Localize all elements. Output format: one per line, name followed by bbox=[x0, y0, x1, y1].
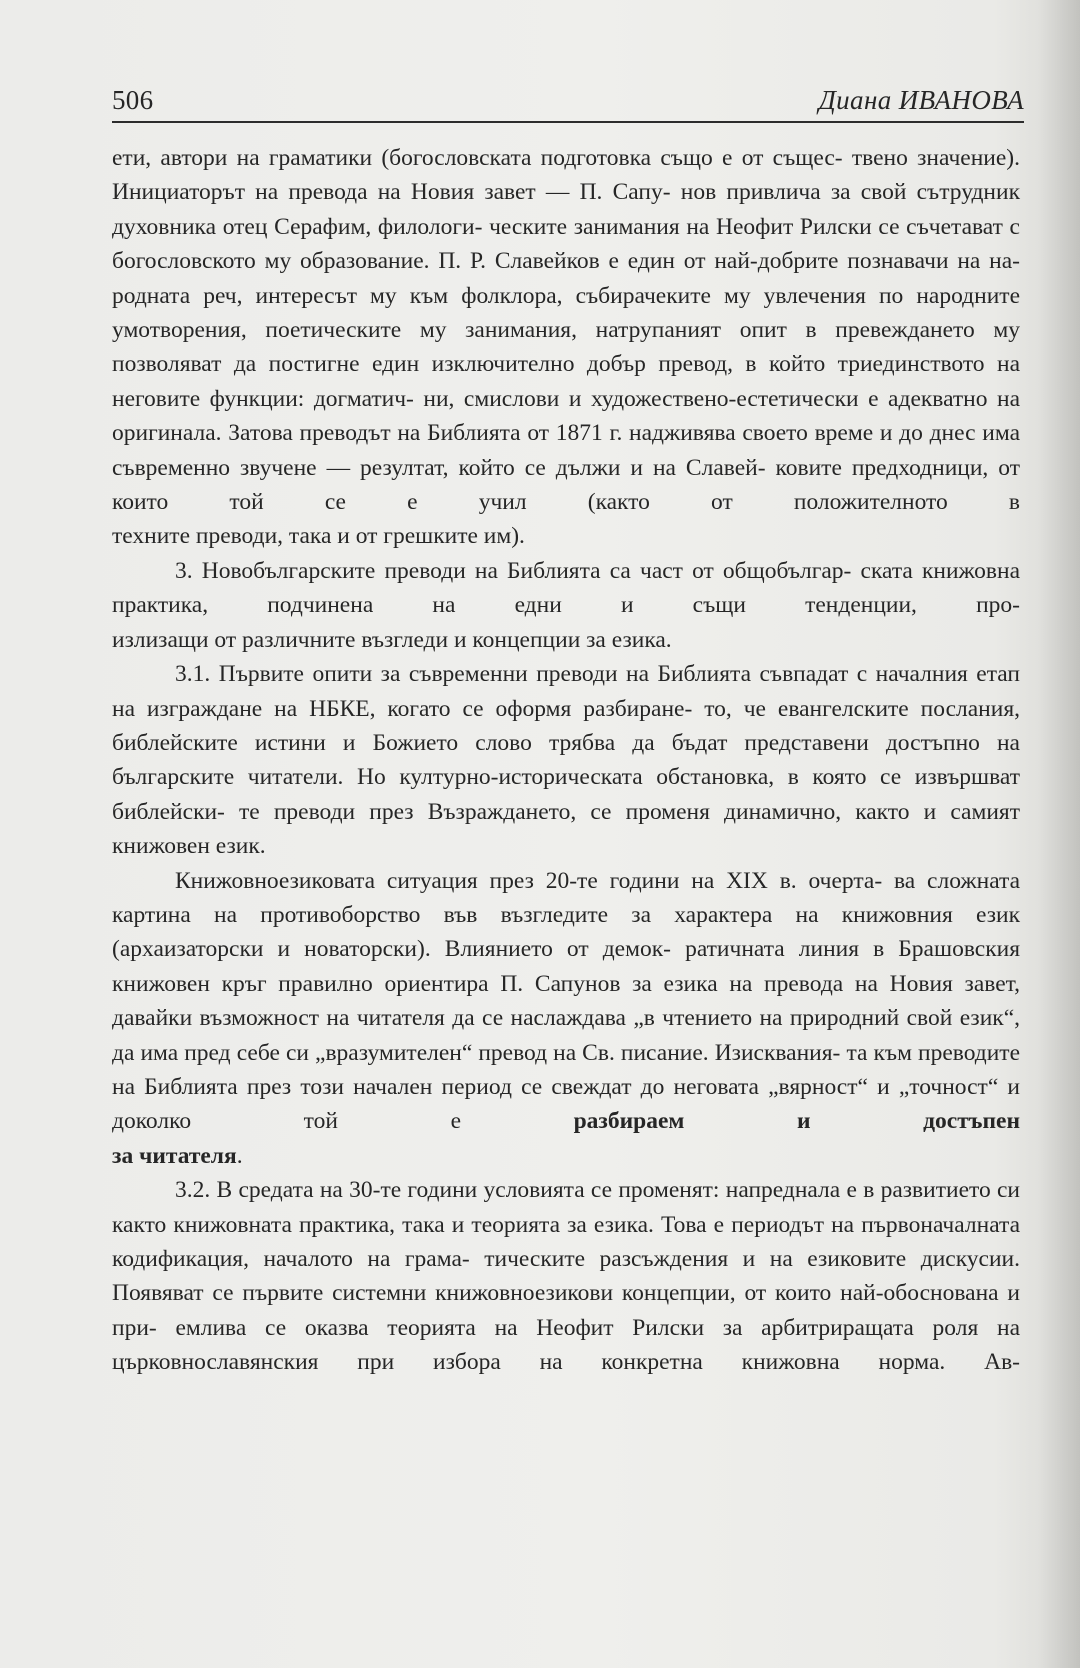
paragraph-section-3-2: 3.2. В средата на 30-те години условията се променят: напреднала е в развитието си както книжовната практика, така и теорията за езика. Това е периодът на първоначалната кодификация, началото на грама- тическите разсъждения и на езиковите дискусии. Появяват се първите системни книжовноезикови концепции, от които най-обоснована и при- емлива се оказва теорията на Неофит Рилски за арбитриращата роля на църковнославянския при избора на конкретна книжовна норма. Ав- bbox=[112, 1177, 1021, 1376]
paragraph-section-3-1: 3.1. Първите опити за съвременни преводи на Библията съвпадат с началния етап на изграждане на НБКЕ, когато се оформя разбиране- то, че евангелските послания, библейските истини и Божието слово трябва да бъдат представени достъпно на българските читатели. Но културно-историческата обстановка, в която се извършват библейски- те преводи през Възраждането, се променя динамично, както и самият bbox=[112, 661, 1021, 825]
running-header-author: Диана ИВАНОВА bbox=[818, 85, 1024, 115]
bold-emphasis-end: за читателя bbox=[112, 1142, 237, 1169]
paragraph-continuation: ети, автори на граматики (богословската подготовка също е от същес- твено значение). Инициаторът на превода на Новия завет — П. Сапу- нов привлича за свой сътрудник духовника отец Серафим, филологи- ческите занимания на Неофит Рилски се съчетават с богословското му образование. П. Р. Славейков е един от най-добрите познавачи на на- родната реч, интересът му към фолклора, събирачеките му увлечения по народните умотворения, поетическите му занимания, натрупаният опит в превеждането му позволяват да постигне един изключително добър превод, в който триединството на неговите функции: догматич- ни, смислови и художествено-естетически е адекватно на оригинала. Затова преводът на Библията от 1871 г. надживява своето време и до днес има съвременно звучене — резултат, който се дължи и на Славей- ковите предходници, от които той се е учил (както от положителното в bbox=[112, 145, 1021, 516]
header-rule bbox=[112, 121, 1024, 123]
page-edge-shadow bbox=[1038, 0, 1080, 1668]
paragraph-language-situation: Книжовноезиковата ситуация през 20-те години на XIX в. очерта- ва сложната картина на противоборство във възгледите за характера на книжовния език (архаизаторски и новаторски). Влиянието от демок- ратичната линия в Брашовския книжовен кръг правилно ориентира П. Сапунов за езика на превода на Новия завет, давайки възможност на читателя да се наслаждава „в чтението на природний свой език“, да има пред себе си „вразумителен“ превод на Св. писание. Изисквания- та към преводите на Библията през този начален период се свеждат до неговата „вярност“ и „точност“ и доколко той е разбираем и достъпен bbox=[112, 867, 1021, 1135]
paragraph-continuation-end: техните преводи, така и от грешките им). bbox=[112, 523, 525, 550]
page-number: 506 bbox=[112, 85, 154, 115]
running-header bbox=[112, 80, 1024, 120]
paragraph-section-3-1-end: книжовен език. bbox=[112, 833, 266, 860]
paragraph-section-3-end: излизащи от различните възгледи и концепции за езика. bbox=[112, 626, 672, 653]
body-text bbox=[112, 141, 1020, 1380]
paragraph-section-3: 3. Новобългарските преводи на Библията са част от общобългар- ската книжовна практика, подчинена на едни и същи тенденции, про- bbox=[112, 557, 1021, 619]
bold-emphasis: разбираем и достъпен bbox=[573, 1108, 1020, 1135]
paragraph-language-situation-end: за читателя. bbox=[112, 1142, 243, 1169]
